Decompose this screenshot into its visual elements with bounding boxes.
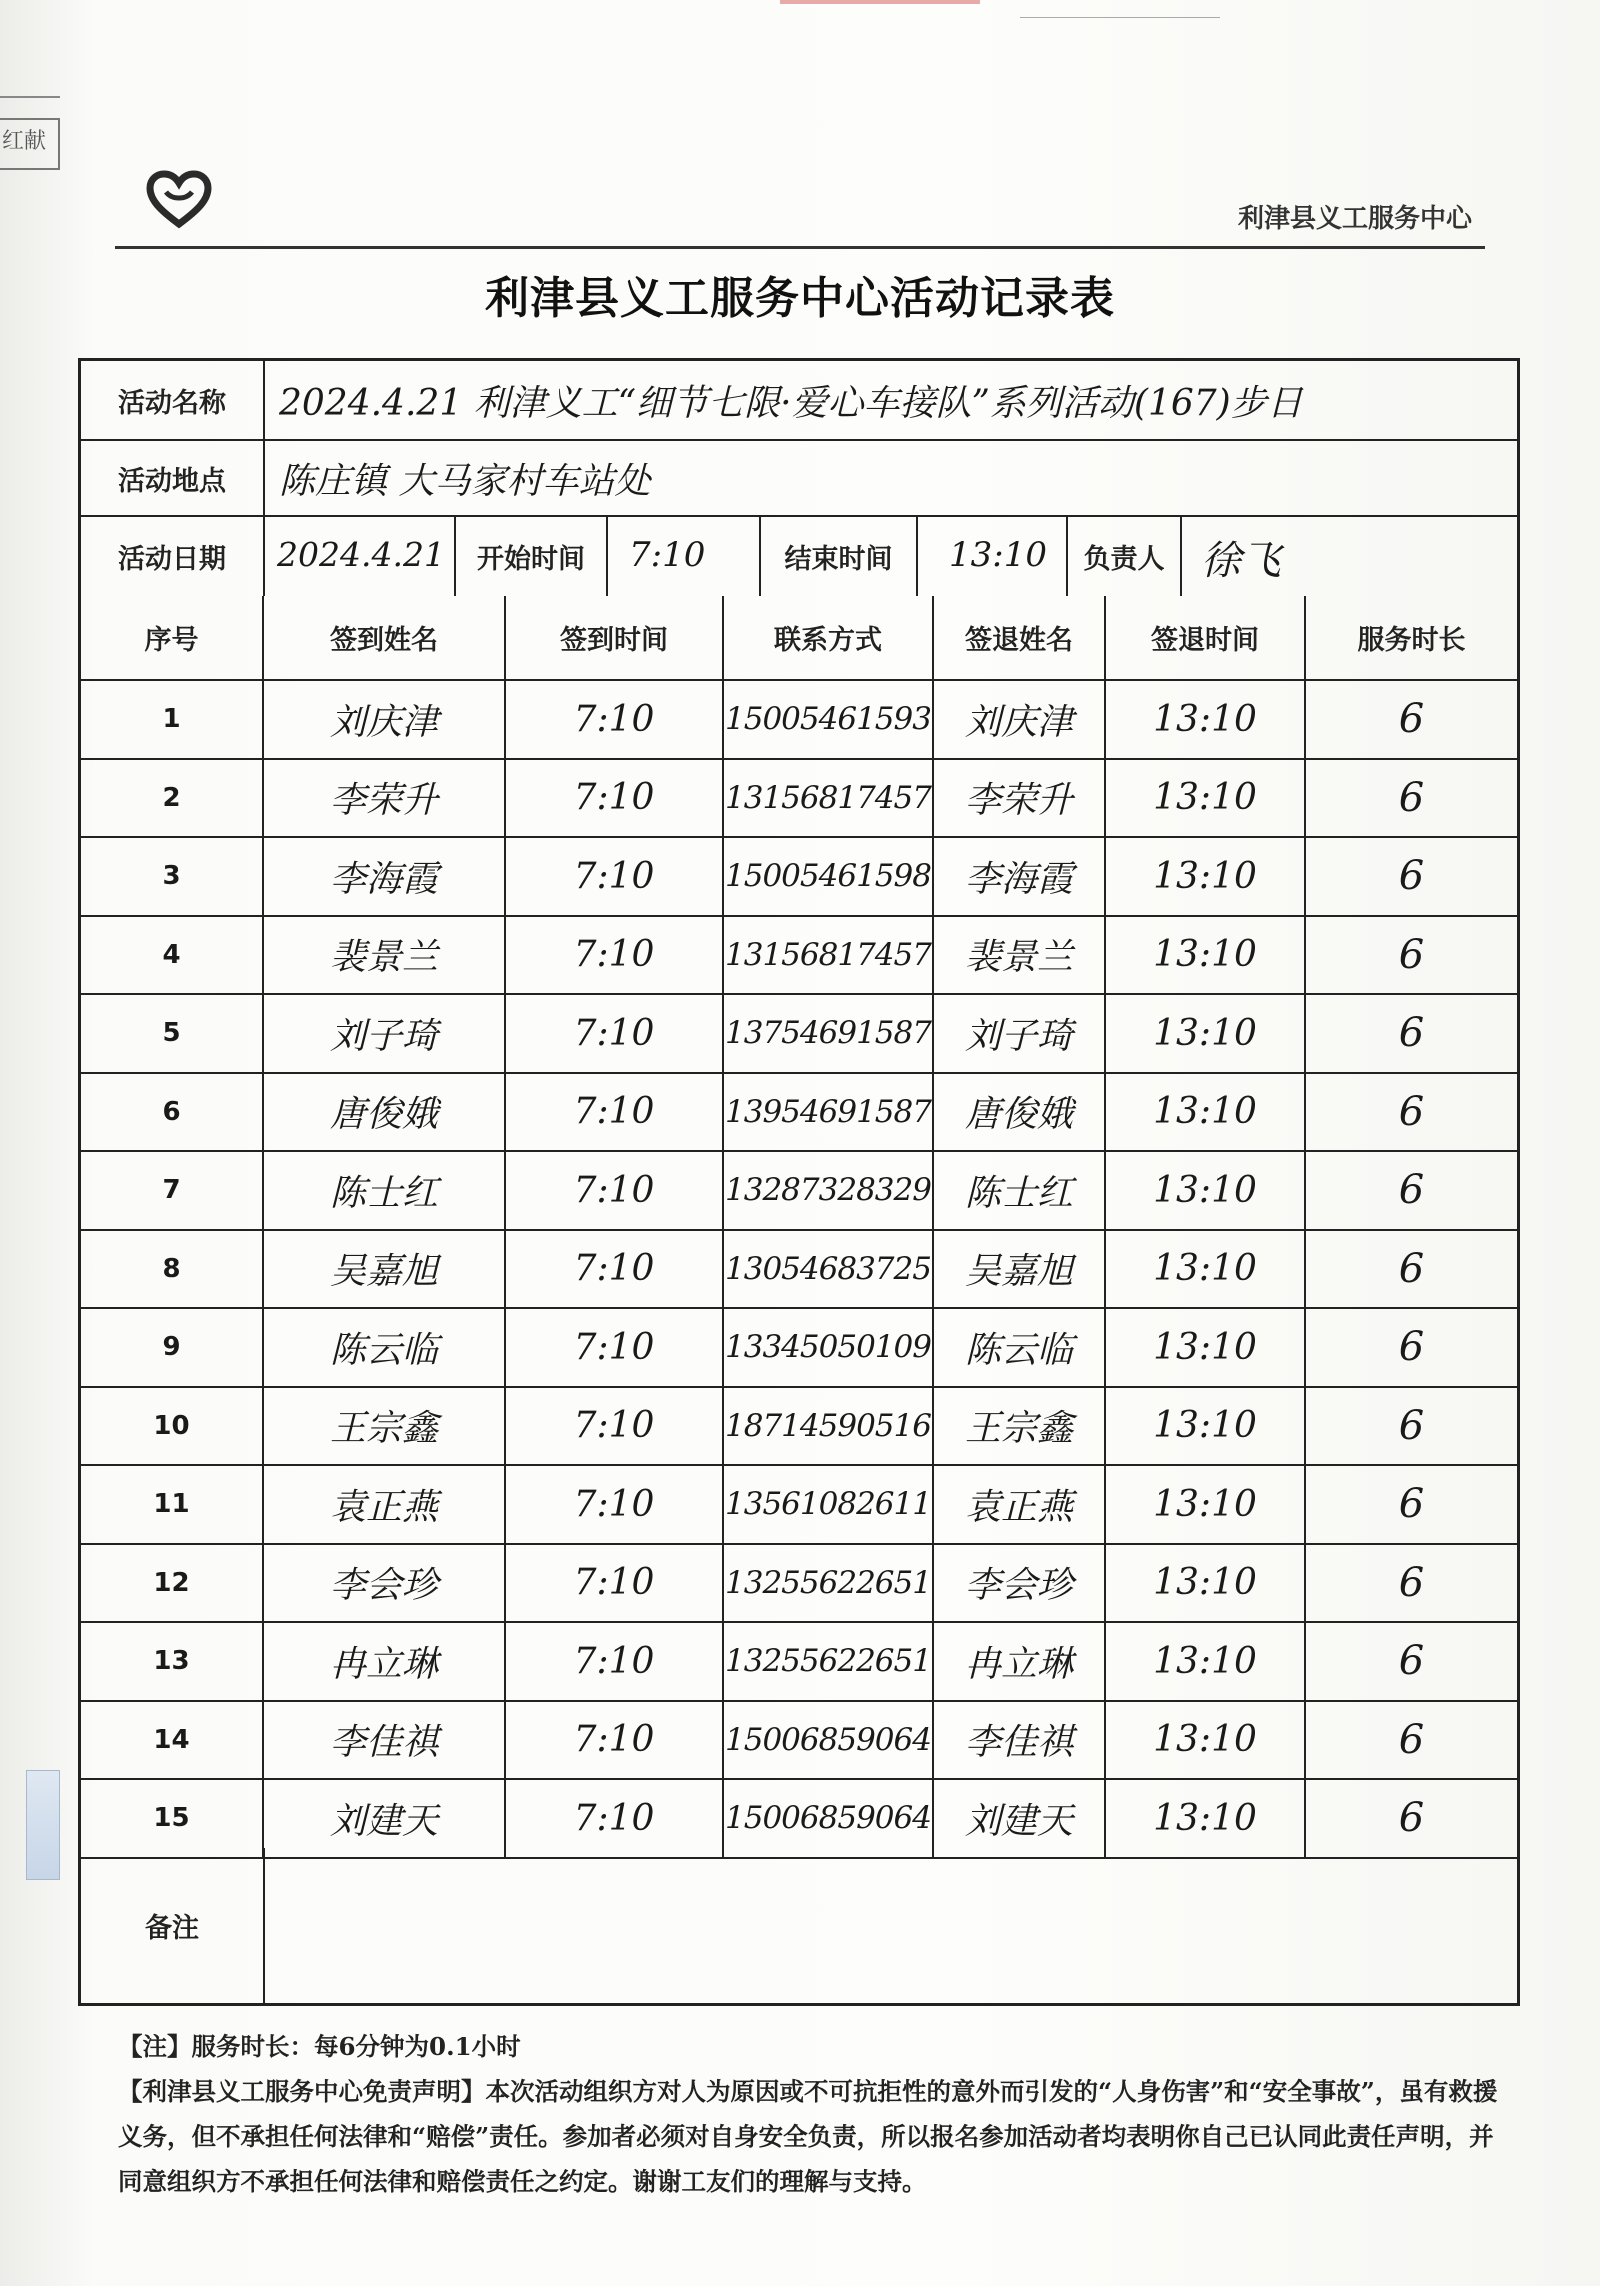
signout-time: 13:10 [1105, 759, 1305, 838]
col-header-signout-name: 签退姓名 [933, 596, 1105, 680]
signout-time: 13:10 [1105, 837, 1305, 916]
signout-name: 裴景兰 [933, 916, 1105, 995]
signin-name: 裴景兰 [263, 916, 505, 995]
activity-name-label: 活动名称 [118, 387, 226, 419]
signout-name: 李荣升 [933, 759, 1105, 838]
service-hours: 6 [1305, 994, 1517, 1073]
row-seq: 11 [81, 1465, 263, 1544]
activity-location-label: 活动地点 [118, 465, 226, 497]
person-in-charge-label: 负责人 [1083, 544, 1165, 575]
service-hours-note: 【注】服务时长：每6分钟为0.1小时 [118, 2032, 521, 2061]
cell-divider [606, 517, 608, 596]
service-hours: 6 [1305, 1073, 1517, 1152]
end-time-label: 结束时间 [784, 544, 893, 575]
row-seq: 12 [81, 1544, 263, 1623]
signout-time: 13:10 [1105, 1622, 1305, 1701]
activity-date-label: 活动日期 [118, 544, 226, 575]
table-body [81, 680, 1517, 1858]
contact-phone: 13754691587 [723, 994, 933, 1073]
signin-time: 7:10 [505, 1544, 723, 1623]
cell-divider [916, 517, 918, 596]
service-hours: 6 [1305, 1701, 1517, 1780]
signin-name: 王宗鑫 [263, 1387, 505, 1466]
contact-phone: 15005461593 [723, 680, 933, 759]
signout-name: 冉立琳 [933, 1622, 1105, 1701]
row-seq: 6 [81, 1073, 263, 1152]
signout-time: 13:10 [1105, 1701, 1305, 1780]
person-in-charge-value: 徐飞 [1201, 538, 1281, 584]
service-hours: 6 [1305, 837, 1517, 916]
signin-name: 李佳祺 [263, 1701, 505, 1780]
table-row [81, 1779, 1517, 1858]
signin-time: 7:10 [505, 916, 723, 995]
table-row [81, 1308, 1517, 1387]
table-row [81, 759, 1517, 838]
signout-name: 刘庆津 [933, 680, 1105, 759]
col-header-signin-name: 签到姓名 [263, 596, 505, 680]
contact-phone: 13255622651 [723, 1622, 933, 1701]
service-hours: 6 [1305, 1151, 1517, 1230]
table-header-row [81, 596, 1517, 680]
contact-phone: 13345050109 [723, 1308, 933, 1387]
activity-name-value: 2024.4.21 利津义工“细节七限·爱心车接队”系列活动(167)步日 [279, 383, 1303, 424]
activity-location-value: 陈庄镇 大马家村车站处 [279, 461, 651, 502]
signout-name: 袁正燕 [933, 1465, 1105, 1544]
signin-time: 7:10 [505, 1151, 723, 1230]
row-seq: 1 [81, 680, 263, 759]
signin-time: 7:10 [505, 994, 723, 1073]
table-row [81, 1622, 1517, 1701]
signin-name: 陈士红 [263, 1151, 505, 1230]
row-seq: 13 [81, 1622, 263, 1701]
cell-divider [263, 1848, 265, 2003]
signin-name: 袁正燕 [263, 1465, 505, 1544]
activity-form [78, 358, 1520, 2006]
service-hours: 6 [1305, 680, 1517, 759]
signin-time: 7:10 [505, 1622, 723, 1701]
start-time-value: 7:10 [629, 535, 706, 575]
table-row [81, 1151, 1517, 1230]
corner-stamp: 红献 [0, 118, 60, 170]
heart-logo-icon [146, 170, 212, 230]
signout-name: 李佳祺 [933, 1701, 1105, 1780]
row-seq: 9 [81, 1308, 263, 1387]
table-row [81, 994, 1517, 1073]
col-header-contact: 联系方式 [723, 596, 933, 680]
row-seq: 2 [81, 759, 263, 838]
signout-name: 王宗鑫 [933, 1387, 1105, 1466]
signin-name: 吴嘉旭 [263, 1230, 505, 1309]
top-edge-strip [780, 0, 980, 4]
service-hours: 6 [1305, 1544, 1517, 1623]
signout-time: 13:10 [1105, 1151, 1305, 1230]
table-row [81, 1387, 1517, 1466]
activity-name-row [81, 361, 1517, 441]
cell-divider [1180, 517, 1182, 596]
end-time-value: 13:10 [949, 535, 1047, 575]
signin-time: 7:10 [505, 1387, 723, 1466]
cell-divider [263, 441, 265, 515]
service-hours: 6 [1305, 1622, 1517, 1701]
footer-notes [118, 2024, 1508, 2204]
table-row [81, 916, 1517, 995]
side-tab [26, 1770, 60, 1880]
start-time-label: 开始时间 [477, 544, 585, 575]
service-hours: 6 [1305, 1465, 1517, 1544]
contact-phone: 15006859064 [723, 1779, 933, 1858]
signin-name: 刘庆津 [263, 680, 505, 759]
signin-time: 7:10 [505, 1779, 723, 1858]
activity-date-value: 2024.4.21 [277, 535, 445, 574]
table-row [81, 1701, 1517, 1780]
col-header-signin-time: 签到时间 [505, 596, 723, 680]
contact-phone: 13255622651 [723, 1544, 933, 1623]
signin-name: 陈云临 [263, 1308, 505, 1387]
row-seq: 8 [81, 1230, 263, 1309]
remarks-label: 备注 [145, 1913, 199, 1944]
contact-phone: 13054683725 [723, 1230, 933, 1309]
contact-phone: 13287328329 [723, 1151, 933, 1230]
page-title: 利津县义工服务中心活动记录表 [485, 273, 1115, 324]
table-row [81, 1544, 1517, 1623]
table-row [81, 1465, 1517, 1544]
row-seq: 5 [81, 994, 263, 1073]
contact-phone: 15005461598 [723, 837, 933, 916]
contact-phone: 13561082611 [723, 1465, 933, 1544]
contact-phone: 13156817457 [723, 759, 933, 838]
signout-time: 13:10 [1105, 1779, 1305, 1858]
row-seq: 3 [81, 837, 263, 916]
signout-time: 13:10 [1105, 1230, 1305, 1309]
signin-time: 7:10 [505, 680, 723, 759]
service-hours: 6 [1305, 916, 1517, 995]
signout-time: 13:10 [1105, 1387, 1305, 1466]
col-header-signout-time: 签退时间 [1105, 596, 1305, 680]
table-row [81, 1230, 1517, 1309]
col-header-service-hours: 服务时长 [1305, 596, 1517, 680]
service-hours: 6 [1305, 1230, 1517, 1309]
signout-name: 李海霞 [933, 837, 1105, 916]
signin-time: 7:10 [505, 1465, 723, 1544]
signin-time: 7:10 [505, 759, 723, 838]
signin-name: 李海霞 [263, 837, 505, 916]
col-header-seq: 序号 [81, 596, 263, 680]
signout-time: 13:10 [1105, 680, 1305, 759]
activity-date-row [81, 517, 1517, 596]
row-seq: 14 [81, 1701, 263, 1780]
remarks-row [81, 1848, 1517, 2003]
table-row [81, 1073, 1517, 1152]
signout-name: 陈云临 [933, 1308, 1105, 1387]
signout-name: 陈士红 [933, 1151, 1105, 1230]
service-hours: 6 [1305, 759, 1517, 838]
attendance-table [81, 596, 1517, 1859]
signin-name: 唐俊娥 [263, 1073, 505, 1152]
row-seq: 10 [81, 1387, 263, 1466]
signout-time: 13:10 [1105, 994, 1305, 1073]
contact-phone: 13156817457 [723, 916, 933, 995]
signout-time: 13:10 [1105, 1073, 1305, 1152]
contact-phone: 15006859064 [723, 1701, 933, 1780]
signin-time: 7:10 [505, 1308, 723, 1387]
disclaimer-note: 【利津县义工服务中心免责声明】本次活动组织方对人为原因或不可抗拒性的意外而引发的“人身伤害”和“安全事故”，虽有救援义务，但不承担任何法律和“赔偿”责任。参加者必须对自身安全负责，所以报名参加活动者均表明你自己已认同此责任声明，并同意组织方不承担任何法律和赔偿责任之约定。谢谢工友们的理解与支持。 [118, 2077, 1498, 2196]
service-hours: 6 [1305, 1308, 1517, 1387]
signin-time: 7:10 [505, 837, 723, 916]
signin-name: 李会珍 [263, 1544, 505, 1623]
signout-name: 唐俊娥 [933, 1073, 1105, 1152]
stamp-divider [0, 96, 60, 98]
signout-name: 李会珍 [933, 1544, 1105, 1623]
activity-location-row [81, 441, 1517, 517]
signin-name: 刘子琦 [263, 994, 505, 1073]
row-seq: 4 [81, 916, 263, 995]
contact-phone: 18714590516 [723, 1387, 933, 1466]
top-edge-paper [1020, 0, 1220, 18]
row-seq: 15 [81, 1779, 263, 1858]
signout-time: 13:10 [1105, 1544, 1305, 1623]
signin-time: 7:10 [505, 1230, 723, 1309]
cell-divider [263, 361, 265, 439]
signin-name: 李荣升 [263, 759, 505, 838]
signin-time: 7:10 [505, 1701, 723, 1780]
header-org-name: 利津县义工服务中心 [1237, 204, 1472, 234]
header-rule [115, 246, 1485, 249]
row-seq: 7 [81, 1151, 263, 1230]
service-hours: 6 [1305, 1779, 1517, 1858]
table-row [81, 837, 1517, 916]
table-row [81, 680, 1517, 759]
signout-time: 13:10 [1105, 916, 1305, 995]
signout-name: 刘子琦 [933, 994, 1105, 1073]
service-hours: 6 [1305, 1387, 1517, 1466]
cell-divider [263, 517, 265, 596]
signout-name: 刘建天 [933, 1779, 1105, 1858]
signin-name: 刘建天 [263, 1779, 505, 1858]
signout-time: 13:10 [1105, 1308, 1305, 1387]
signin-name: 冉立琳 [263, 1622, 505, 1701]
contact-phone: 13954691587 [723, 1073, 933, 1152]
signin-time: 7:10 [505, 1073, 723, 1152]
signout-time: 13:10 [1105, 1465, 1305, 1544]
signout-name: 吴嘉旭 [933, 1230, 1105, 1309]
